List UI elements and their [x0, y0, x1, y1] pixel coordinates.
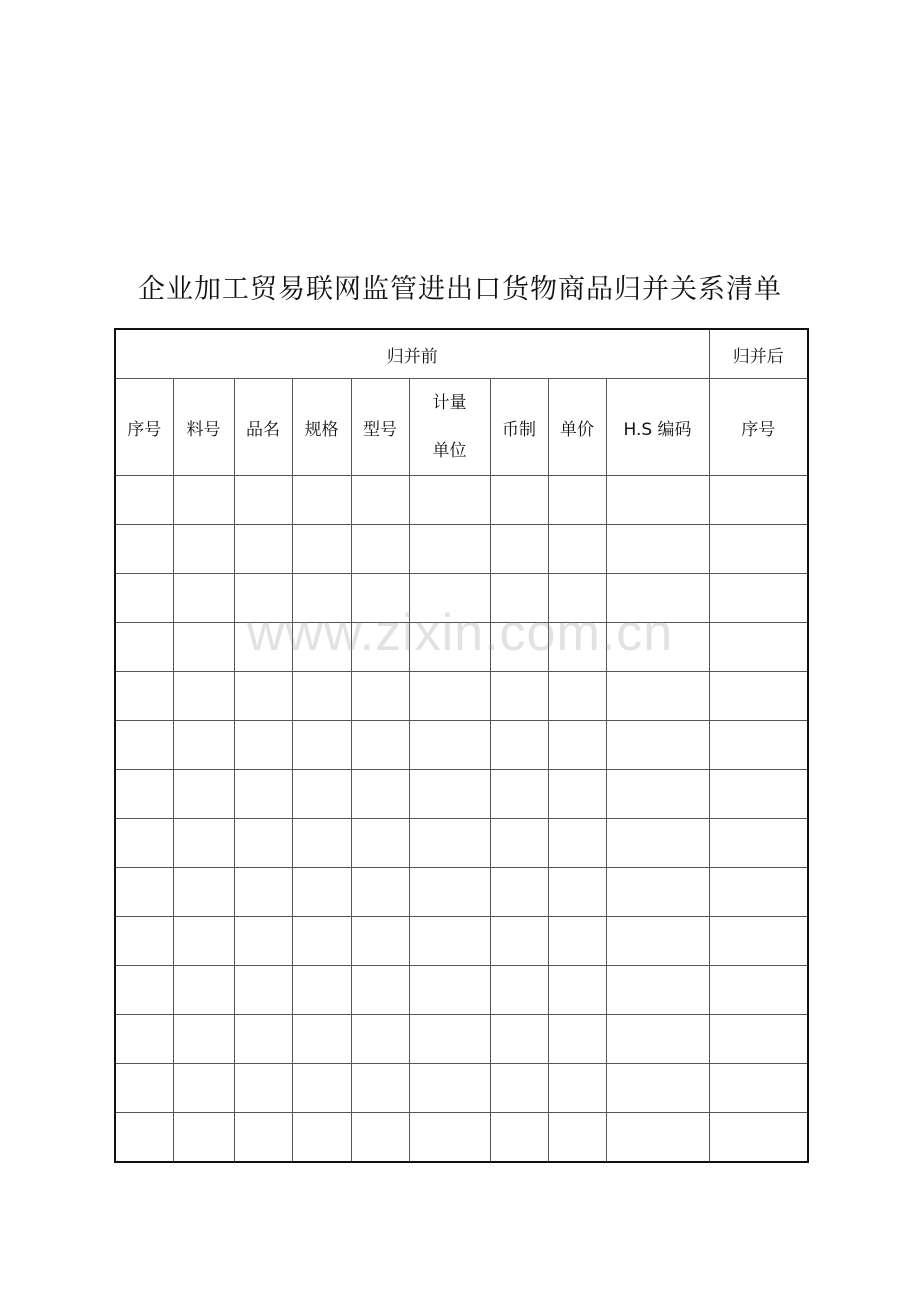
- cell-model[interactable]: [351, 1113, 409, 1163]
- cell-seq[interactable]: [115, 819, 173, 868]
- col-header-unit-line2: 单位: [432, 441, 467, 461]
- cell-unit[interactable]: [409, 672, 490, 721]
- col-header-model: 型号: [351, 379, 409, 476]
- cell-name[interactable]: [234, 917, 292, 966]
- cell-seq[interactable]: [115, 1015, 173, 1064]
- cell-hs-code[interactable]: [606, 574, 709, 623]
- cell-spec[interactable]: [292, 966, 351, 1015]
- cell-hs-code[interactable]: [606, 476, 709, 525]
- cell-spec[interactable]: [292, 868, 351, 917]
- cell-price[interactable]: [548, 721, 606, 770]
- table-row: [115, 770, 808, 819]
- cell-unit[interactable]: [409, 819, 490, 868]
- cell-part-no[interactable]: [173, 868, 234, 917]
- table-row: [115, 819, 808, 868]
- cell-currency[interactable]: [490, 868, 548, 917]
- cell-model[interactable]: [351, 623, 409, 672]
- cell-unit[interactable]: [409, 1064, 490, 1113]
- cell-part-no[interactable]: [173, 819, 234, 868]
- cell-after-seq[interactable]: [709, 966, 808, 1015]
- cell-part-no[interactable]: [173, 1113, 234, 1163]
- column-header-row: [115, 379, 808, 476]
- cell-price[interactable]: [548, 966, 606, 1015]
- cell-name[interactable]: [234, 1064, 292, 1113]
- cell-hs-code[interactable]: [606, 770, 709, 819]
- table-row: [115, 525, 808, 574]
- cell-currency[interactable]: [490, 1064, 548, 1113]
- table-row: [115, 1113, 808, 1163]
- cell-spec[interactable]: [292, 819, 351, 868]
- cell-after-seq[interactable]: [709, 525, 808, 574]
- cell-hs-code[interactable]: [606, 672, 709, 721]
- cell-part-no[interactable]: [173, 672, 234, 721]
- cell-model[interactable]: [351, 917, 409, 966]
- cell-name[interactable]: [234, 672, 292, 721]
- cell-model[interactable]: [351, 868, 409, 917]
- cell-hs-code[interactable]: [606, 1064, 709, 1113]
- col-header-unit: [409, 379, 490, 476]
- cell-spec[interactable]: [292, 672, 351, 721]
- cell-part-no[interactable]: [173, 770, 234, 819]
- cell-part-no[interactable]: [173, 476, 234, 525]
- cell-spec[interactable]: [292, 574, 351, 623]
- cell-hs-code[interactable]: [606, 623, 709, 672]
- cell-after-seq[interactable]: [709, 574, 808, 623]
- col-header-currency: 币制: [490, 379, 548, 476]
- cell-name[interactable]: [234, 770, 292, 819]
- cell-seq[interactable]: [115, 1064, 173, 1113]
- cell-model[interactable]: [351, 819, 409, 868]
- cell-hs-code[interactable]: [606, 1113, 709, 1163]
- cell-after-seq[interactable]: [709, 476, 808, 525]
- cell-model[interactable]: [351, 721, 409, 770]
- col-header-part-no: 料号: [173, 379, 234, 476]
- table-row: [115, 1015, 808, 1064]
- cell-after-seq[interactable]: [709, 917, 808, 966]
- cell-hs-code[interactable]: [606, 721, 709, 770]
- cell-currency[interactable]: [490, 525, 548, 574]
- cell-after-seq[interactable]: [709, 770, 808, 819]
- cell-hs-code[interactable]: [606, 868, 709, 917]
- cell-seq[interactable]: [115, 721, 173, 770]
- cell-after-seq[interactable]: [709, 672, 808, 721]
- cell-price[interactable]: [548, 623, 606, 672]
- cell-currency[interactable]: [490, 574, 548, 623]
- cell-currency[interactable]: [490, 1113, 548, 1163]
- cell-model[interactable]: [351, 574, 409, 623]
- cell-model[interactable]: [351, 525, 409, 574]
- cell-currency[interactable]: [490, 476, 548, 525]
- cell-name[interactable]: [234, 721, 292, 770]
- cell-part-no[interactable]: [173, 917, 234, 966]
- cell-spec[interactable]: [292, 623, 351, 672]
- watermark: www.zixin.com.cn: [246, 604, 674, 662]
- cell-name[interactable]: [234, 574, 292, 623]
- cell-seq[interactable]: [115, 476, 173, 525]
- cell-price[interactable]: [548, 819, 606, 868]
- cell-spec[interactable]: [292, 476, 351, 525]
- cell-model[interactable]: [351, 1064, 409, 1113]
- cell-price[interactable]: [548, 476, 606, 525]
- cell-price[interactable]: [548, 1015, 606, 1064]
- cell-unit[interactable]: [409, 476, 490, 525]
- cell-unit[interactable]: [409, 917, 490, 966]
- cell-currency[interactable]: [490, 917, 548, 966]
- cell-seq[interactable]: [115, 525, 173, 574]
- cell-seq[interactable]: [115, 623, 173, 672]
- table-row: [115, 672, 808, 721]
- cell-unit[interactable]: [409, 1113, 490, 1163]
- cell-seq[interactable]: [115, 574, 173, 623]
- cell-name[interactable]: [234, 819, 292, 868]
- table-row: [115, 868, 808, 917]
- cell-price[interactable]: [548, 574, 606, 623]
- cell-hs-code[interactable]: [606, 917, 709, 966]
- cell-spec[interactable]: [292, 721, 351, 770]
- cell-hs-code[interactable]: [606, 966, 709, 1015]
- cell-after-seq[interactable]: [709, 623, 808, 672]
- cell-seq[interactable]: [115, 917, 173, 966]
- cell-name[interactable]: [234, 1015, 292, 1064]
- cell-part-no[interactable]: [173, 1015, 234, 1064]
- cell-name[interactable]: [234, 525, 292, 574]
- cell-part-no[interactable]: [173, 574, 234, 623]
- cell-part-no[interactable]: [173, 966, 234, 1015]
- cell-name[interactable]: [234, 1113, 292, 1163]
- cell-spec[interactable]: [292, 917, 351, 966]
- cell-seq[interactable]: [115, 672, 173, 721]
- cell-currency[interactable]: [490, 966, 548, 1015]
- cell-currency[interactable]: [490, 1015, 548, 1064]
- cell-unit[interactable]: [409, 525, 490, 574]
- cell-price[interactable]: [548, 525, 606, 574]
- cell-currency[interactable]: [490, 770, 548, 819]
- cell-price[interactable]: [548, 770, 606, 819]
- cell-unit[interactable]: [409, 1015, 490, 1064]
- cell-after-seq[interactable]: [709, 1064, 808, 1113]
- cell-unit[interactable]: [409, 770, 490, 819]
- cell-after-seq[interactable]: [709, 721, 808, 770]
- table-row: [115, 1064, 808, 1113]
- cell-spec[interactable]: [292, 1015, 351, 1064]
- cell-price[interactable]: [548, 917, 606, 966]
- cell-seq[interactable]: [115, 966, 173, 1015]
- cell-name[interactable]: [234, 623, 292, 672]
- cell-currency[interactable]: [490, 672, 548, 721]
- cell-after-seq[interactable]: [709, 819, 808, 868]
- cell-model[interactable]: [351, 770, 409, 819]
- cell-unit[interactable]: [409, 574, 490, 623]
- cell-hs-code[interactable]: [606, 819, 709, 868]
- merge-relationship-table: [114, 328, 809, 1163]
- cell-unit[interactable]: [409, 868, 490, 917]
- col-header-price: 单价: [548, 379, 606, 476]
- table-row: [115, 476, 808, 525]
- col-header-seq: 序号: [115, 379, 173, 476]
- cell-spec[interactable]: [292, 770, 351, 819]
- cell-price[interactable]: [548, 1064, 606, 1113]
- cell-part-no[interactable]: [173, 525, 234, 574]
- cell-price[interactable]: [548, 1113, 606, 1163]
- cell-model[interactable]: [351, 476, 409, 525]
- cell-name[interactable]: [234, 966, 292, 1015]
- cell-unit[interactable]: [409, 966, 490, 1015]
- cell-model[interactable]: [351, 966, 409, 1015]
- cell-part-no[interactable]: [173, 623, 234, 672]
- group-before-header: 归并前: [115, 329, 709, 379]
- cell-currency[interactable]: [490, 721, 548, 770]
- col-header-name: 品名: [234, 379, 292, 476]
- cell-unit[interactable]: [409, 623, 490, 672]
- table-row: [115, 623, 808, 672]
- table-row: [115, 574, 808, 623]
- cell-spec[interactable]: [292, 1113, 351, 1163]
- cell-currency[interactable]: [490, 819, 548, 868]
- cell-model[interactable]: [351, 1015, 409, 1064]
- cell-model[interactable]: [351, 672, 409, 721]
- cell-name[interactable]: [234, 476, 292, 525]
- cell-after-seq[interactable]: [709, 1015, 808, 1064]
- cell-price[interactable]: [548, 672, 606, 721]
- cell-after-seq[interactable]: [709, 868, 808, 917]
- cell-part-no[interactable]: [173, 721, 234, 770]
- document-title: 企业加工贸易联网监管进出口货物商品归并关系清单: [138, 274, 782, 305]
- col-header-spec: 规格: [292, 379, 351, 476]
- col-header-unit-line1: 计量: [432, 393, 467, 413]
- cell-hs-code[interactable]: [606, 1015, 709, 1064]
- table-row: [115, 721, 808, 770]
- cell-part-no[interactable]: [173, 1064, 234, 1113]
- group-header-row: [115, 329, 808, 379]
- cell-price[interactable]: [548, 868, 606, 917]
- cell-seq[interactable]: [115, 770, 173, 819]
- table-body: [115, 476, 808, 1163]
- cell-after-seq[interactable]: [709, 1113, 808, 1163]
- table-row: [115, 966, 808, 1015]
- cell-hs-code[interactable]: [606, 525, 709, 574]
- cell-seq[interactable]: [115, 868, 173, 917]
- group-after-header: 归并后: [709, 329, 808, 379]
- table-row: [115, 917, 808, 966]
- col-header-after-seq: 序号: [709, 379, 808, 476]
- cell-seq[interactable]: [115, 1113, 173, 1163]
- cell-unit[interactable]: [409, 721, 490, 770]
- col-header-hs-code: H.S 编码: [606, 379, 709, 476]
- cell-spec[interactable]: [292, 1064, 351, 1113]
- cell-name[interactable]: [234, 868, 292, 917]
- cell-spec[interactable]: [292, 525, 351, 574]
- cell-currency[interactable]: [490, 623, 548, 672]
